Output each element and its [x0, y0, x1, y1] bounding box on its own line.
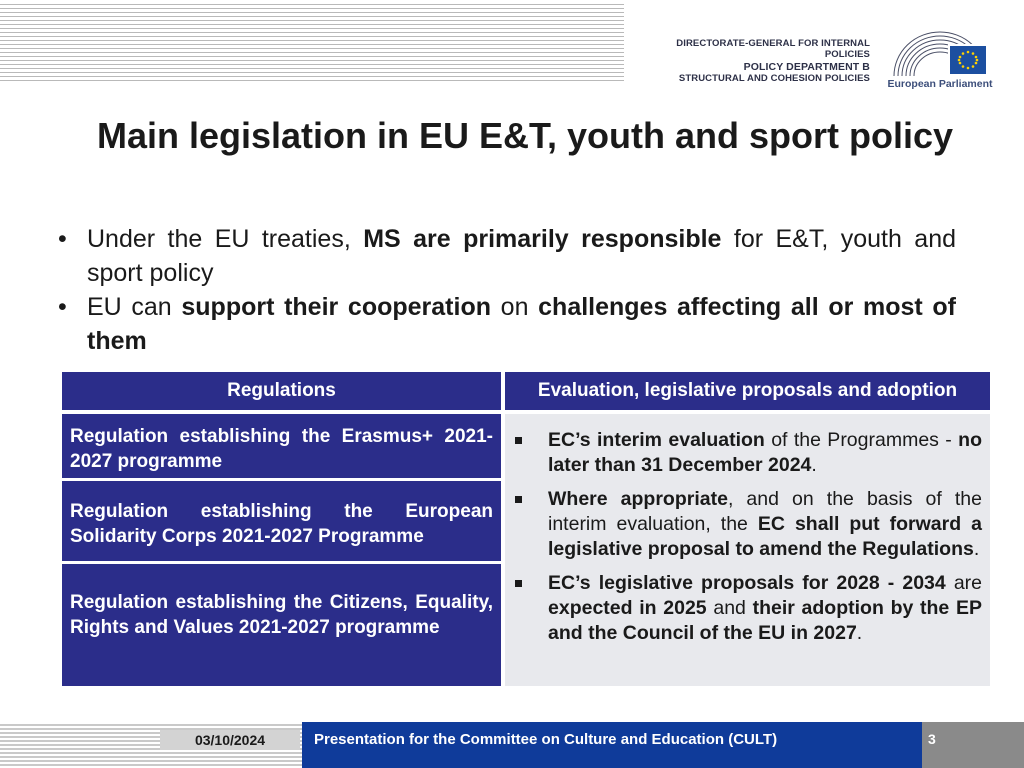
- evaluation-bold: EC’s interim evaluation: [548, 429, 765, 451]
- bullet-bold: MS are primarily responsible: [363, 225, 722, 253]
- evaluation-text: .: [856, 622, 863, 644]
- square-bullet-icon: [515, 496, 522, 503]
- evaluation-item: [515, 487, 982, 562]
- header-stripes: [0, 4, 624, 82]
- evaluation-item: [515, 571, 982, 646]
- regulation-cerv: Regulation establishing the Citizens, Equality, Rights and Values 2021-2027 programme: [62, 564, 501, 686]
- evaluation-text: and: [706, 597, 753, 619]
- directorate-line: DIRECTORATE-GENERAL FOR INTERNAL POLICIES: [676, 38, 870, 61]
- bullet-dot: •: [58, 225, 67, 253]
- square-bullet-icon: [515, 437, 522, 444]
- evaluation-bold: their adoption by the EP and the Council of the EU in 2027: [548, 597, 982, 644]
- page-number: 3: [928, 731, 936, 747]
- regulation-solidarity-corps: Regulation establishing the European Solidarity Corps 2021-2027 Programme: [62, 481, 501, 561]
- footer-date: 03/10/2024: [160, 730, 300, 750]
- evaluation-text: are: [945, 572, 982, 594]
- bullet-bold: support their cooperation: [181, 293, 491, 321]
- bullet-item: [52, 290, 956, 358]
- square-bullet-icon: [515, 580, 522, 587]
- bullet-text: for E&T, youth and sport policy: [87, 225, 957, 287]
- evaluation-item: [515, 428, 982, 478]
- footer-text: Presentation for the Committee on Culture and Education (CULT): [314, 731, 778, 748]
- bullet-bold: challenges affecting all or most of them: [87, 293, 956, 355]
- bullet-text: EU can: [87, 293, 182, 321]
- footer-page-panel: [922, 722, 1024, 768]
- department-header: [660, 38, 870, 85]
- legislation-table: [60, 371, 992, 688]
- regulation-erasmus: Regulation establishing the Erasmus+ 2021-2027 programme: [62, 414, 501, 478]
- table-header-evaluation: Evaluation, legislative proposals and adoption: [505, 372, 990, 410]
- evaluation-bold: EC shall put forward a legislative proposal to amend the Regulations: [548, 513, 982, 560]
- evaluation-text: , and on the basis of the interim evaluation, the: [548, 488, 982, 535]
- bullet-text: Under the EU treaties,: [87, 225, 364, 253]
- evaluation-list: [515, 428, 982, 646]
- evaluation-cell: [505, 414, 990, 686]
- bullet-dot: •: [58, 293, 67, 321]
- evaluation-bold: EC’s legislative proposals for 2028 - 2034: [548, 572, 946, 594]
- table-header-regulations: Regulations: [62, 372, 501, 410]
- evaluation-text: .: [973, 538, 980, 560]
- evaluation-bold: Where appropriate: [548, 488, 728, 510]
- evaluation-bold: no later than 31 December 2024: [548, 429, 982, 476]
- evaluation-text: of the Programmes -: [764, 429, 959, 451]
- structural-policies-line: STRUCTURAL AND COHESION POLICIES: [678, 73, 870, 85]
- intro-bullets: [52, 222, 956, 358]
- bullet-item: [52, 222, 956, 290]
- evaluation-bold: expected in 2025: [548, 597, 707, 619]
- evaluation-text: .: [811, 454, 817, 476]
- policy-department-line: POLICY DEPARTMENT B: [743, 60, 870, 73]
- page-title: Main legislation in EU E&T, youth and sport policy: [96, 115, 954, 156]
- bullet-text: on: [491, 293, 539, 321]
- european-parliament-label: European Parliament: [887, 78, 993, 90]
- footer: [0, 722, 1024, 768]
